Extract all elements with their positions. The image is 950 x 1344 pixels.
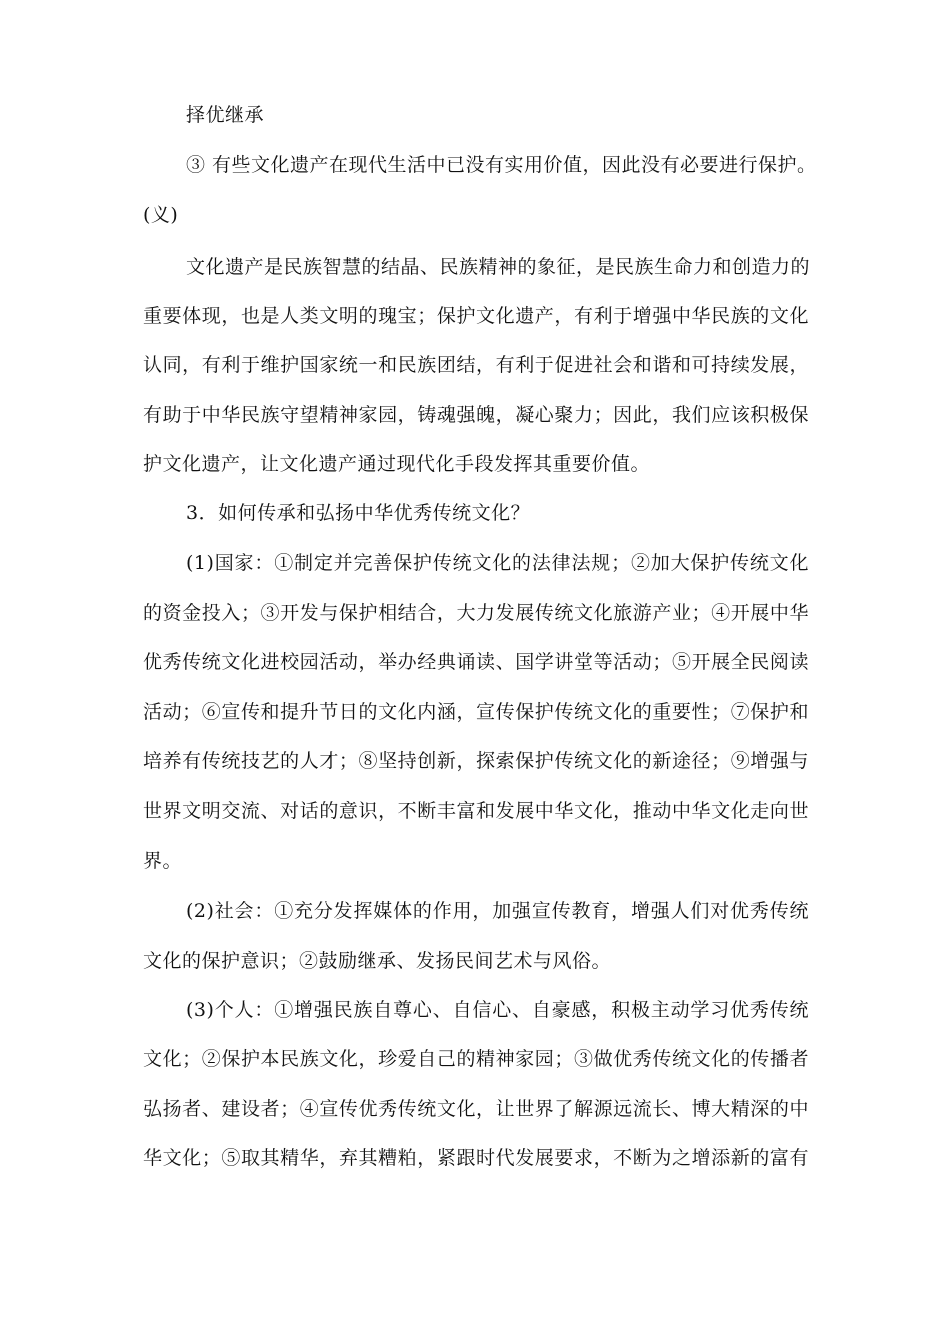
text-line: (3)个人：①增强民族自尊心、自信心、自豪感，积极主动学习优秀传统 (186, 999, 809, 1021)
text-line: 择优继承 (186, 104, 265, 126)
text-line: ③ 有些文化遗产在现代生活中已没有实用价值，因此没有必要进行保护。 (186, 154, 817, 176)
text-line: 弘扬者、建设者；④宣传优秀传统文化，让世界了解源远流长、博大精深的中 (143, 1098, 809, 1120)
text-line: 文化；②保护本民族文化，珍爱自己的精神家园；③做优秀传统文化的传播者 (143, 1048, 809, 1070)
text-line: 有助于中华民族守望精神家园，铸魂强魄，凝心聚力；因此，我们应该积极保 (143, 404, 809, 426)
text-line: 世界文明交流、对话的意识，不断丰富和发展中华文化，推动中华文化走向世 (143, 800, 809, 822)
text-line: (义) (143, 204, 179, 226)
text-line: 文化的保护意识；②鼓励继承、发扬民间艺术与风俗。 (143, 950, 612, 972)
text-line: 优秀传统文化进校园活动，举办经典诵读、国学讲堂等活动；⑤开展全民阅读 (143, 651, 809, 673)
text-line: (1)国家：①制定并完善保护传统文化的法律法规；②加大保护传统文化 (186, 552, 809, 574)
text-line: 界。 (143, 850, 183, 872)
text-line: 认同，有利于维护国家统一和民族团结，有利于促进社会和谐和可持续发展， (143, 354, 809, 376)
text-line: 的资金投入；③开发与保护相结合，大力发展传统文化旅游产业；④开展中华 (143, 602, 809, 624)
text-line: 文化遗产是民族智慧的结晶、民族精神的象征，是民族生命力和创造力的 (186, 256, 811, 278)
text-line: 培养有传统技艺的人才；⑧坚持创新，探索保护传统文化的新途径；⑨增强与 (143, 750, 809, 772)
text-line: (2)社会：①充分发挥媒体的作用，加强宣传教育，增强人们对优秀传统 (186, 900, 809, 922)
text-line: 重要体现，也是人类文明的瑰宝；保护文化遗产，有利于增强中华民族的文化 (143, 305, 809, 327)
text-line: 活动；⑥宣传和提升节日的文化内涵，宣传保护传统文化的重要性；⑦保护和 (143, 701, 809, 723)
text-line: 护文化遗产，让文化遗产通过现代化手段发挥其重要价值。 (143, 453, 651, 475)
text-line: 华文化；⑤取其精华，弃其糟粕，紧跟时代发展要求，不断为之增添新的富有 (143, 1147, 809, 1169)
section-heading: 3．如何传承和弘扬中华优秀传统文化？ (186, 502, 531, 524)
